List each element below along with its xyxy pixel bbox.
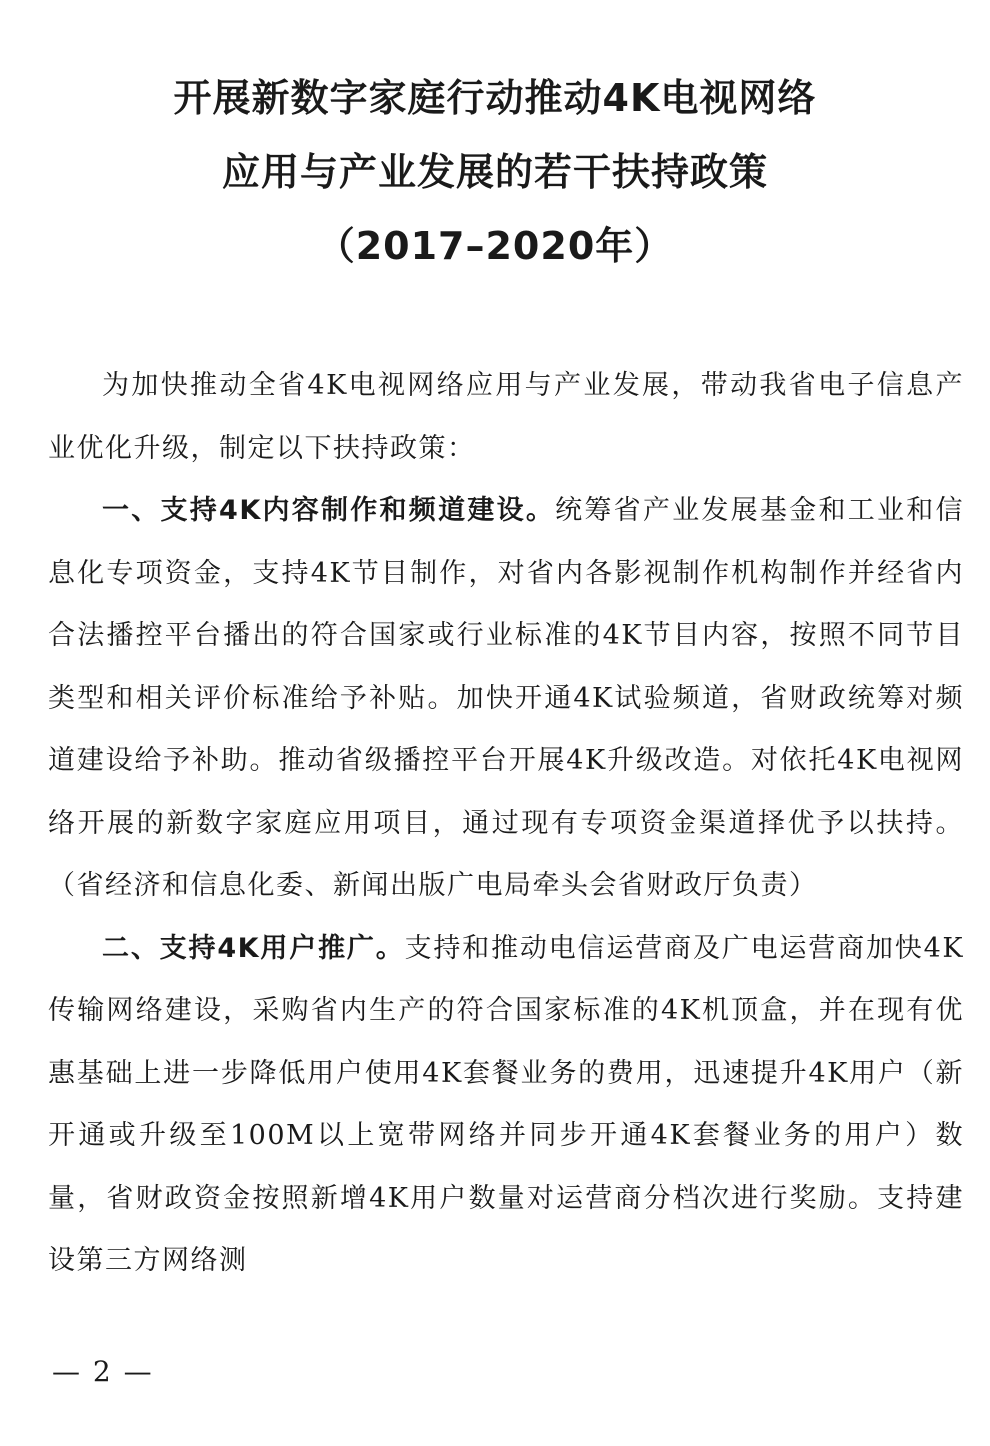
section-2-heading: 二、支持4K用户推广。 [102,932,405,964]
section-1-text: 统筹省产业发展基金和工业和信息化专项资金，支持4K节目制作，对省内各影视制作机构制作并经省内合法播控平台播出的符合国家或行业标准的4K节目内容，按照不同节目类型和相关评价标准给予补贴。加快开通4K试验频道，省财政统筹对频道建设给予补助。推动省级播控平台开展4K升级改造。对依托4K电视网络开展的新数字家庭应用项目，通过现有专项资金渠道择优予以扶持。（省经济和信息化委、新闻出版广电局牵头会省财政厅负责） [48,495,964,901]
page-number: — 2 — [52,1355,154,1388]
document-title-line-2: 应用与产业发展的若干扶持政策 [221,150,768,194]
intro-paragraph: 为加快推动全省4K电视网络应用与产业发展，带动我省电子信息产业优化升级，制定以下扶持政策： [48,370,964,464]
document-title-line-1: 开展新数字家庭行动推动4K电视网络 [173,76,817,120]
section-1-heading: 一、支持4K内容制作和频道建设。 [102,495,556,526]
section-1-paragraph [48,480,964,918]
section-2-paragraph [48,918,964,1293]
section-2-text: 支持和推动电信运营商及广电运营商加快4K传输网络建设，采购省内生产的符合国家标准的4K机顶盒，并在现有优惠基础上进一步降低用户使用4K套餐业务的费用，迅速提升4K用户（新开通或升级至100M以上宽带网络并同步开通4K套餐业务的用户）数量，省财政资金按照新增4K用户数量对运营商分档次进行奖励。支持建设第三方网络测 [48,932,964,1276]
document-title-year: （2017–2020年） [316,224,674,268]
document-body [48,355,964,1293]
